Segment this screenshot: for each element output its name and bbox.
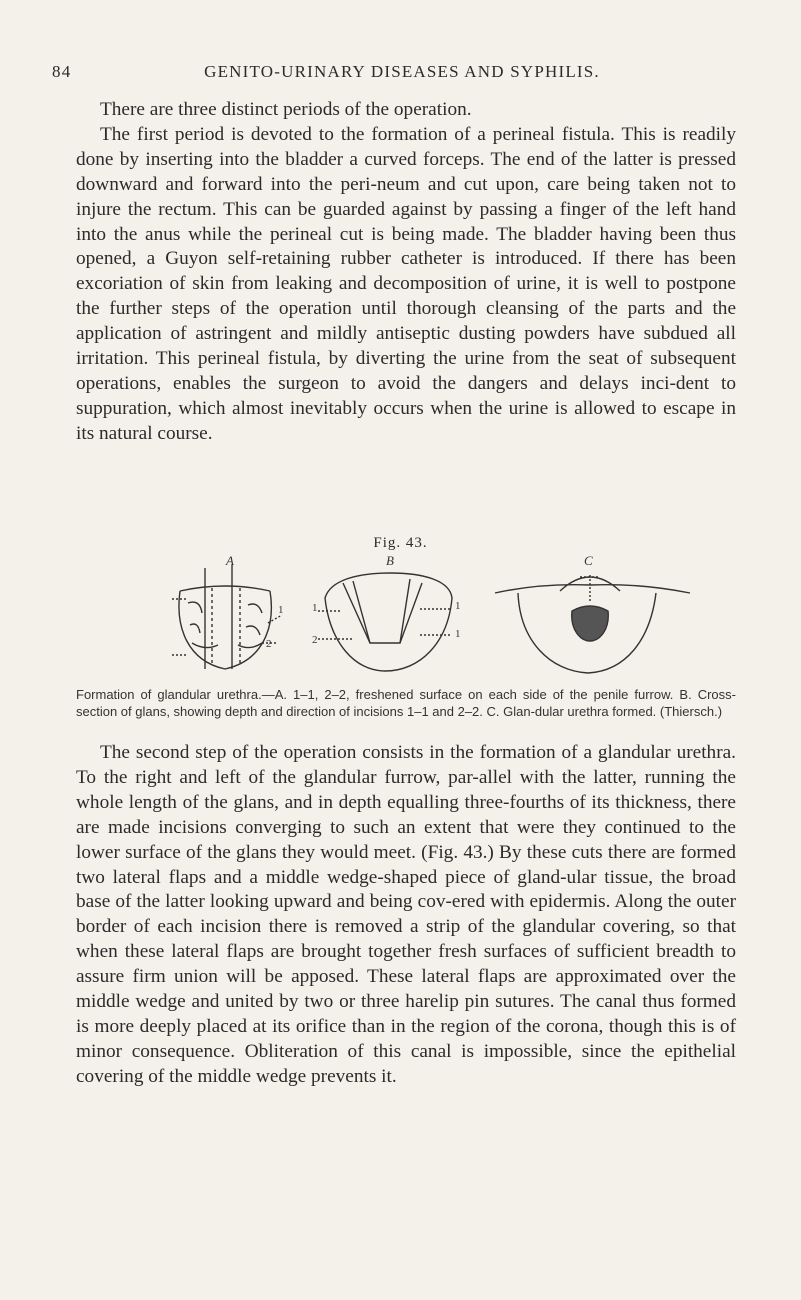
running-title: GENITO-URINARY DISEASES AND SYPHILIS. <box>204 62 600 81</box>
text-block-top <box>76 98 736 447</box>
page-number: 84 <box>52 62 72 81</box>
panel-letter-a: A <box>226 553 234 568</box>
panel-a-drawing <box>172 565 282 669</box>
mark-b-1-right: 1 <box>455 600 461 612</box>
panel-b-drawing <box>318 573 452 671</box>
panel-letter-b: B <box>386 553 394 568</box>
mark-a-2: 2 <box>266 638 272 650</box>
paragraph-first-period: The first period is devoted to the formation of a perineal fistula. This is readily done by inserting into the bladder a curved forceps. The end of the latter is pressed downward and forward into the peri-neum and cut upon, care being taken not to injure the rectum. This can be guarded against by passing a finger of the left hand into the anus while the perineal cut is being made. The bladder having been thus opened, a Guyon self-retaining rubber catheter is introduced. If there has been excoriation of skin from leaking and decomposition of urine, it is well to postpone the further steps of the operation until thorough cleansing of the parts and the application of astringent and mildly antiseptic dusting powders have subdued all irritation. This perineal fistula, by diverting the urine from the seat of subsequent operations, enables the surgeon to avoid the dangers and delays inci-dent to suppuration, which almost inevitably occurs when the urine is allowed to escape in its natural course. <box>76 123 736 444</box>
figure-label: Fig. 43. <box>373 535 428 551</box>
mark-b-1: 1 <box>312 602 318 614</box>
paragraph-second-step: The second step of the operation consists in the formation of a glandular urethra. To the right and left of the glandular furrow, par-allel with the latter, running the whole length of the glans, and in depth equalling three-fourths of its thickness, there are made incisions converging to such an extent that were they continued to the lower surface of the glans they would meet. (Fig. 43.) By these cuts there are formed two lateral flaps and a middle wedge-shaped piece of gland-ular tissue, the broad base of the latter looking upward and being cov-ered with epidermis. Along the outer border of each incision there is removed a strip of the glandular covering, so that when these lateral flaps are brought together fresh surfaces of sufficient breadth to assure firm union will be apposed. These lateral flaps are approximated over the middle wedge and united by two or three harelip pin sutures. The canal thus formed is more deeply placed at its orifice than in the region of the corona, though this is of minor consequence. Obliteration of this canal is impossible, since the epithelial covering of the middle wedge prevents it. <box>76 742 736 1087</box>
paragraph-intro: There are three distinct periods of the operation. <box>100 99 472 120</box>
anatomy-illustration <box>0 553 801 688</box>
panel-letter-c: C <box>584 553 593 568</box>
text-block-bottom <box>76 741 736 1090</box>
panel-c-drawing <box>495 575 690 673</box>
figure-illustration <box>0 553 801 688</box>
mark-b-1-right-lower: 1 <box>455 628 461 640</box>
figure-caption: Formation of glandular urethra.—A. 1–1, 2–2, freshened surface on each side of the penile furrow. B. Cross-section of glans, showing depth and direction of incisions 1–1 and 2–2. C. Glan-dular urethra formed. (Thiersch.) <box>76 687 736 719</box>
mark-b-2: 2 <box>312 634 318 646</box>
running-header <box>52 62 752 86</box>
mark-a-1: 1 <box>278 604 284 616</box>
